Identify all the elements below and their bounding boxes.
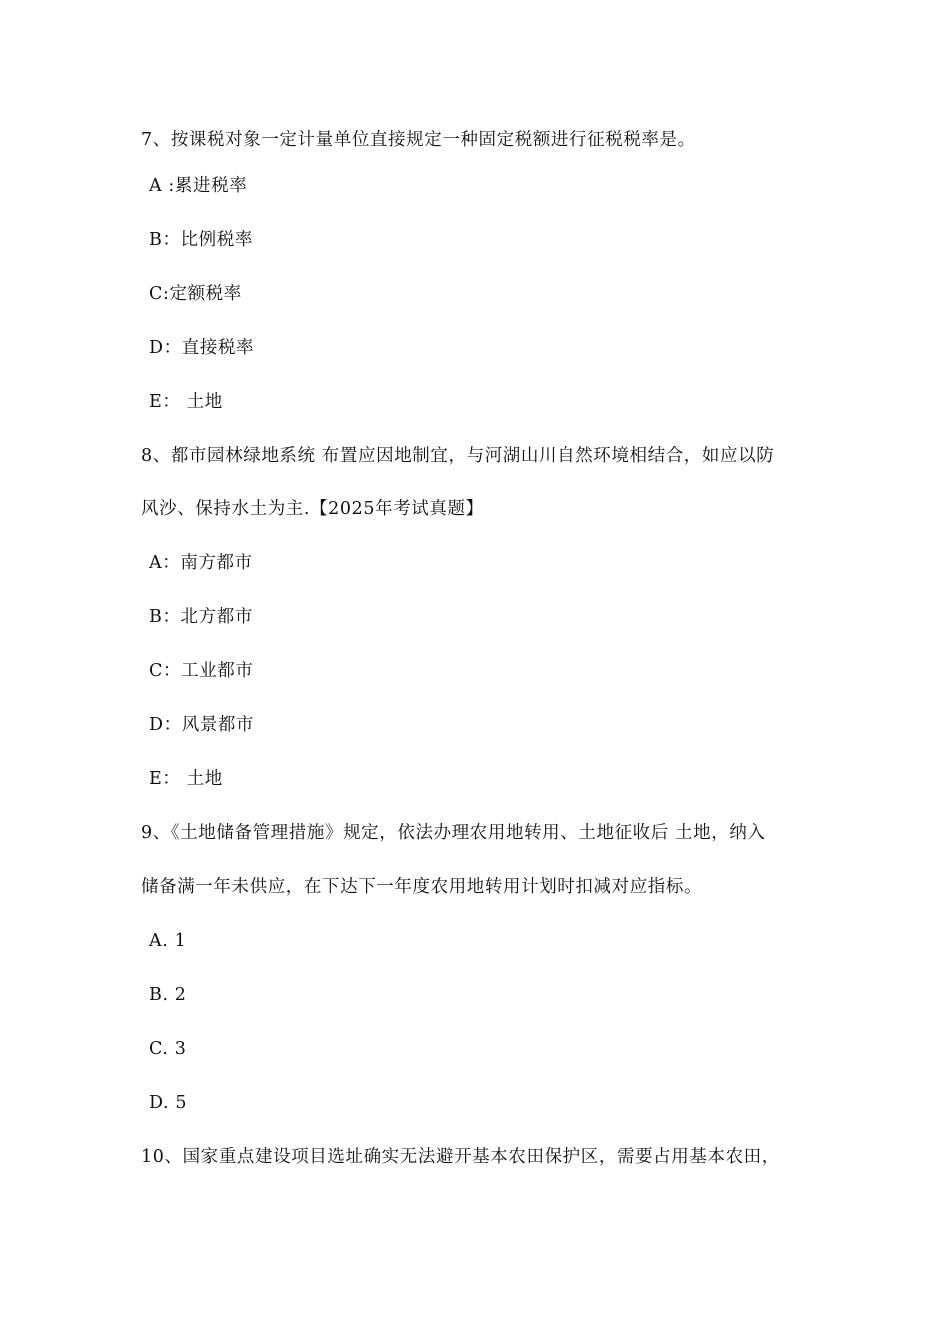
question-9-option-a: A. 1 (149, 931, 187, 951)
question-9-option-b: B. 2 (149, 985, 187, 1005)
question-8-option-b: B：北方都市 (149, 607, 253, 627)
question-8-option-e: E： 土地 (149, 769, 223, 789)
question-8-option-d: D：风景都市 (149, 715, 255, 735)
question-7-option-b: B：比例税率 (149, 230, 253, 250)
question-9-option-c: C. 3 (149, 1039, 187, 1059)
question-7-option-a: A :累进税率 (149, 176, 248, 196)
question-7-option-e: E： 土地 (149, 392, 223, 412)
question-8-option-c: C：工业都市 (149, 661, 254, 681)
question-8-text-line-2: 风沙、保持水土为主.【2025年考试真题】 (141, 499, 484, 519)
question-9-option-d: D. 5 (149, 1093, 188, 1113)
question-8-option-a: A：南方都市 (149, 553, 253, 573)
question-7-option-d: D：直接税率 (149, 338, 255, 358)
question-7-option-c: C:定额税率 (149, 284, 242, 304)
question-7-text: 7、按课税对象一定计量单位直接规定一种固定税额进行征税税率是。 (141, 130, 696, 150)
question-10-text: 10、国家重点建设项目选址确实无法避开基本农田保护区，需要占用基本农田， (141, 1147, 780, 1167)
question-9-text-line-1: 9、《土地储备管理措施》规定，依法办理农用地转用、土地征收后 土地，纳入 (141, 823, 766, 843)
question-9-text-line-2: 储备满一年未供应，在下达下一年度农用地转用计划时扣减对应指标。 (141, 877, 703, 897)
question-8-text-line-1: 8、都市园林绿地系统 布置应因地制宜，与河湖山川自然环境相结合，如应以防 (141, 446, 775, 466)
